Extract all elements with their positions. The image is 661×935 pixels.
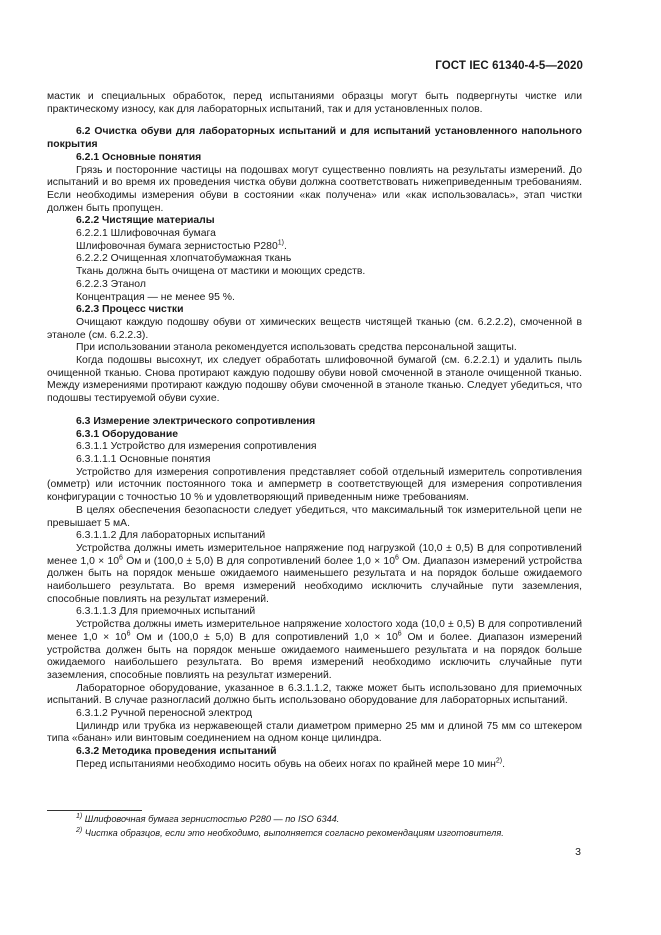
clause-heading-6-3-1-2: 6.3.1.2 Ручной переносной электрод (76, 708, 253, 720)
paragraph: Ткань должна быть очищена от мастики и моющих средств. (76, 266, 366, 278)
clause-heading-6-2-2-2: 6.2.2.2 Очищенная хлопчатобумажная ткань (76, 253, 292, 265)
footnote-mark-2: 2) (76, 826, 83, 834)
paragraph-text: Перед испытаниями необходимо носить обувь на обеих ногах по крайней мере 10 мин (76, 758, 496, 770)
section-heading-6-2: 6.2 Очистка обуви для лабораторных испытаний и для испытаний установленного напольного покрытия (47, 126, 582, 151)
document-body (47, 91, 582, 772)
paragraph-text: Устройства должны иметь измерительное напряжение холостого хода (10,0 ± 0,5) В для сопротивлений менее 1,0 × 10 (47, 619, 582, 643)
subsection-heading-6-2-3: 6.2.3 Процесс чистки (76, 304, 184, 316)
clause-heading-6-2-2-1: 6.2.2.1 Шлифовочная бумага (76, 228, 216, 240)
exponent: 6 (397, 630, 402, 638)
standard-header: ГОСТ IEC 61340-4-5—2020 (435, 60, 583, 72)
footnote-text-1: Шлифовочная бумага зернистостью P280 — по ISO 6344. (84, 814, 340, 824)
paragraph (47, 759, 582, 772)
footnotes (47, 813, 582, 840)
paragraph (47, 543, 582, 607)
subsection-heading-6-2-2: 6.2.2 Чистящие материалы (76, 215, 215, 227)
paragraph: Лабораторное оборудование, указанное в 6.3.1.1.2, также может быть использовано для приемочных испытаний. В случае разногласий должно быть использовано оборудование для лабораторных испытаний. (47, 682, 582, 707)
footnote-ref-2: 2) (495, 757, 503, 765)
clause-heading-6-3-1-1: 6.3.1.1 Устройство для измерения сопротивления (76, 441, 317, 453)
footnote-text-2: Чистка образцов, если это необходимо, выполняется согласно рекомендациям изготовителя. (84, 827, 504, 838)
footnote-2 (47, 827, 582, 841)
footnote-separator (47, 810, 142, 811)
paragraph-text: . (502, 758, 505, 770)
exponent: 6 (126, 630, 131, 638)
exponent: 6 (119, 554, 123, 562)
paragraph-text: Ом и (100,0 ± 5,0) В для сопротивлений 1,0 × 10 (130, 631, 398, 643)
footnote-ref-1: 1) (277, 239, 284, 247)
footnote-mark-1: 1) (76, 812, 83, 820)
paragraph: Цилиндр или трубка из нержавеющей стали диаметром примерно 25 мм и длиной 75 мм со штекером типа «банан» или винтовым соединением на одном конце цилиндра. (47, 720, 582, 745)
paragraph: Грязь и посторонние частицы на подошвах могут существенно повлиять на результаты измерений. До испытаний и во время их проведения чистка обуви должна соответствовать нижеприведенным требованиям. Если необходимы измерения обуви в состоянии «как получена» или «как использовалась», этап чистки должен быть пропущен. (47, 164, 582, 214)
page-number: 3 (575, 846, 581, 858)
clause-heading-6-3-1-1-2: 6.3.1.1.2 Для лабораторных испытаний (76, 530, 266, 542)
subsection-heading-6-3-1: 6.3.1 Оборудование (76, 428, 178, 440)
paragraph: Концентрация — не менее 95 %. (76, 291, 235, 303)
paragraph: В целях обеспечения безопасности следует убедиться, что максимальный ток измерительной цепи не превышает 5 мА. (47, 504, 582, 529)
paragraph-text: Ом. Диапазон измерений устройства должен быть на порядок меньше ожидаемого наименьшего результата и на порядок больше ожидаемого наибольшего результата. Во время измерений необходимо исключить случайные пути заземления, способные повлиять на результат измерений. (47, 555, 582, 605)
paragraph-text: Устройства должны иметь измерительное напряжение под нагрузкой (10,0 ± 0,5) В для сопротивлений менее 1,0 × 10 (47, 542, 582, 567)
paragraph: При использовании этанола рекомендуется использовать средства персональной защиты. (76, 342, 517, 354)
paragraph: Устройство для измерения сопротивления представляет собой отдельный измеритель сопротивления (омметр) или источник постоянного тока и амперметр в соответствующей для измерения сопротивления конфигурации с точностью 10 % и удовлетворяющий приведенным ниже требованиям. (47, 466, 582, 504)
paragraph (47, 241, 582, 254)
section-heading-6-3: 6.3 Измерение электрического сопротивления (76, 415, 316, 427)
paragraph (47, 619, 582, 683)
paragraph: Когда подошвы высохнут, их следует обработать шлифовочной бумагой (см. 6.2.2.1) и удалить пыль очищенной тканью. Снова протирают каждую подошву обуви новой смоченной в этаноле очищенной тканью. Между измерениями протирают каждую подошву обуви смоченной в этаноле тканью. Следует убедиться, что подошвы тестируемой обуви сухие. (47, 355, 582, 405)
clause-heading-6-3-1-1-1: 6.3.1.1.1 Основные понятия (76, 453, 211, 465)
paragraph: мастик и специальных обработок, перед испытаниями образцы могут быть подвергнуты чистке или практическому износу, как для лабораторных испытаний, так и для установленных полов. (47, 91, 582, 115)
paragraph-text: . (283, 240, 287, 252)
paragraph-text: Ом и (100,0 ± 5,0) В для сопротивлений более 1,0 × 10 (122, 555, 395, 567)
exponent: 6 (394, 554, 399, 562)
clause-heading-6-2-2-3: 6.2.2.3 Этанол (76, 278, 146, 290)
paragraph: Очищают каждую подошву обуви от химических веществ чистящей тканью (см. 6.2.2.2), смоченной в этаноле (см. 6.2.2.3). (47, 316, 582, 341)
paragraph-text: Шлифовочная бумага зернистостью P280 (76, 240, 278, 252)
subsection-heading-6-3-2: 6.3.2 Методика проведения испытаний (76, 746, 277, 758)
footnote-1 (47, 813, 582, 827)
paragraph-text: Ом и более. Диапазон измерений устройства должен быть на порядок меньше ожидаемого наименьшего результата и на порядок больше ожидаемого наибольшего результата. Во время измерений необходимо исключить случайные пути заземления, способные повлиять на результат измерений. (47, 631, 582, 681)
clause-heading-6-3-1-1-3: 6.3.1.1.3 Для приемочных испытаний (76, 606, 256, 618)
subsection-heading-6-2-1: 6.2.1 Основные понятия (76, 151, 202, 163)
